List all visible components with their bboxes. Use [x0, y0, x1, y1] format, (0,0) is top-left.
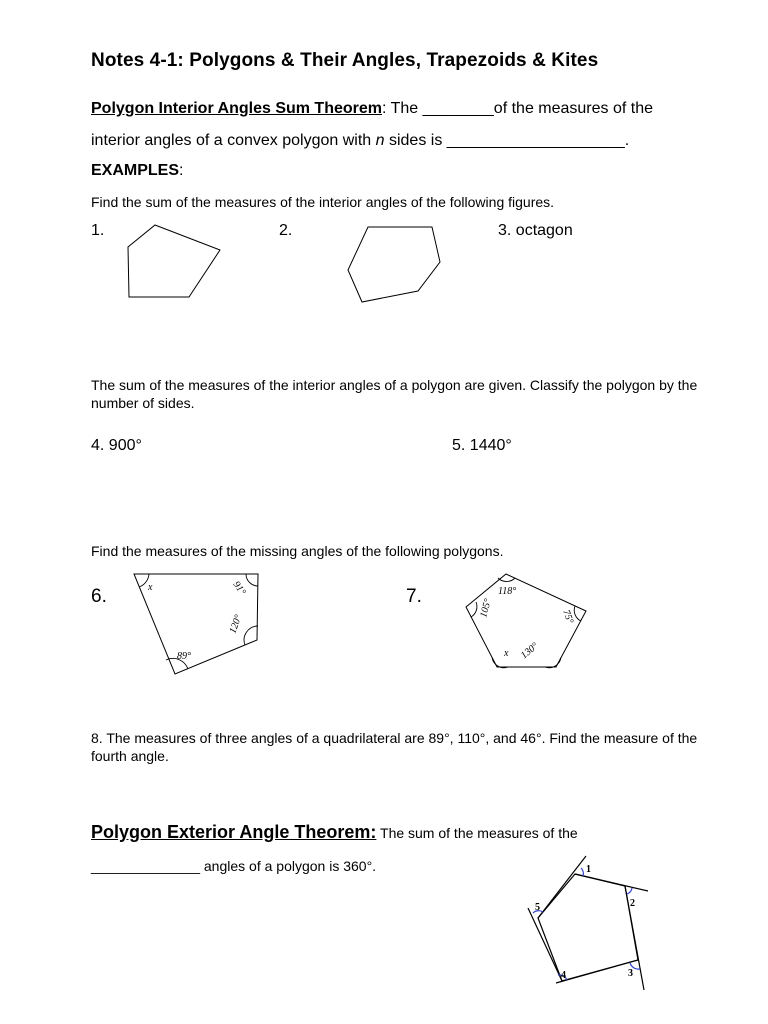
interior-theorem-text3: sides is ____________________. [384, 132, 630, 149]
interior-theorem-line2 [91, 132, 629, 150]
exterior-angle-label-3: 3 [628, 968, 633, 979]
example-6-number: 6. [91, 586, 107, 607]
angle-label-x7: x [504, 648, 509, 659]
exterior-theorem-name: Polygon Exterior Angle Theorem: [91, 822, 377, 842]
exterior-angle-label-5: 5 [535, 902, 540, 913]
examples-label: EXAMPLES [91, 162, 180, 179]
exterior-theorem-text: The sum of the measures of the [376, 825, 578, 841]
example-1-number: 1. [91, 222, 105, 239]
interior-theorem-line1 [91, 100, 653, 118]
section1-instruction: Find the sum of the measures of the interior angles of the following figures. [91, 194, 555, 210]
interior-theorem-text: : The ________of the measures of the [382, 100, 654, 117]
hexagon-figure [340, 222, 445, 307]
angle-label-x: x [148, 582, 153, 593]
angle-label-130: 130° [518, 640, 541, 662]
angle-label-118: 118° [498, 586, 517, 597]
exterior-angle-label-2: 2 [630, 898, 635, 909]
exterior-angles-figure [520, 852, 660, 992]
variable-n: n [375, 132, 385, 149]
example-4: 4. 900° [91, 437, 142, 454]
examples-heading [91, 162, 183, 180]
exterior-theorem-line1 [91, 822, 578, 843]
interior-theorem-text2: interior angles of a convex polygon with [91, 132, 376, 149]
exterior-angle-label-1: 1 [586, 864, 591, 875]
angle-label-75: 75° [560, 608, 576, 626]
example-5: 5. 1440° [452, 437, 512, 454]
exterior-theorem-line2: ______________ angles of a polygon is 360°. [91, 858, 377, 874]
problem-8: 8. The measures of three angles of a quadrilateral are 89°, 110°, and 46°. Find the measure of the fourth angle. [91, 730, 698, 764]
quadrilateral-figure [125, 566, 270, 681]
section2-instruction: The sum of the measures of the interior angles of a polygon are given. Classify the polygon by the number of sides. [91, 377, 698, 411]
page-title: Notes 4-1: Polygons & Their Angles, Trapezoids & Kites [91, 50, 599, 71]
interior-theorem-name: Polygon Interior Angles Sum Theorem [91, 100, 382, 117]
example-2-number: 2. [279, 222, 293, 239]
example-7-number: 7. [406, 586, 422, 607]
angle-label-120: 120° [227, 613, 245, 636]
angle-label-105: 105° [478, 597, 494, 619]
example-3-text: 3. octagon [498, 222, 573, 239]
pentagon-angles-figure [460, 566, 595, 676]
examples-colon: : [179, 162, 184, 179]
pentagon-figure [120, 220, 230, 305]
angle-label-89: 89° [177, 651, 191, 662]
exterior-angle-label-4: 4 [561, 970, 566, 981]
section3-instruction: Find the measures of the missing angles of the following polygons. [91, 543, 504, 559]
angle-label-91: 91° [230, 579, 248, 598]
